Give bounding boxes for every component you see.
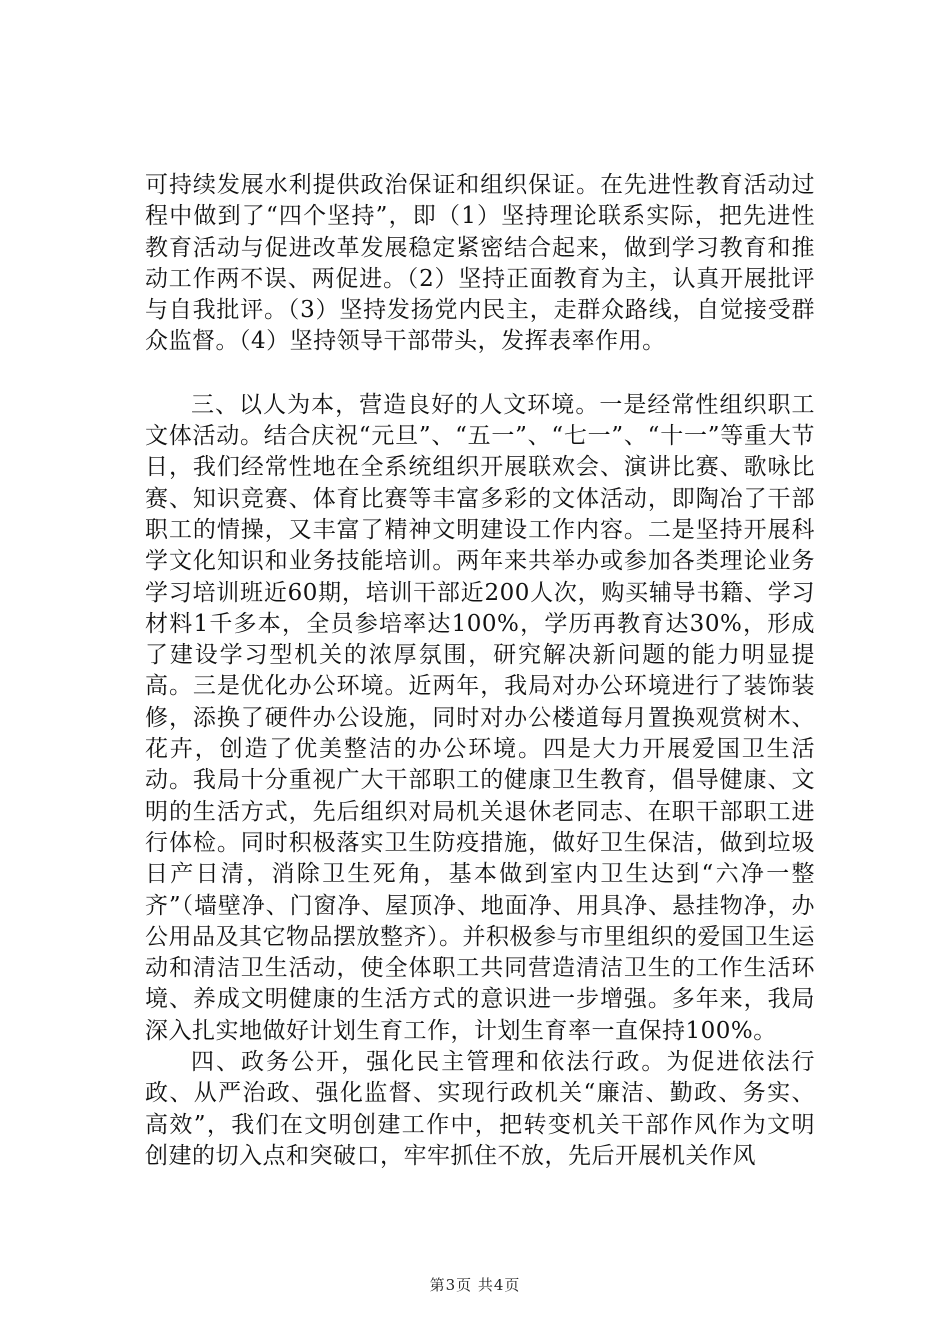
document-body — [145, 170, 815, 1172]
paragraph-continuation: 可持续发展水利提供政治保证和组织保证。在先进性教育活动过程中做到了“四个坚持”，即（1）坚持理论联系实际，把先进性教育活动与促进改革发展稳定紧密结合起来，做到学习教育和推动工作两不误、两促进。（2）坚持正面教育为主，认真开展批评与自我批评。（3）坚持发扬党内民主，走群众路线，自觉接受群众监督。（4）坚持领导干部带头，发挥表率作用。 — [145, 172, 815, 355]
page-footer: 第3页 共4页 — [429, 1276, 521, 1294]
paragraph-section-three: 三、以人为本，营造良好的人文环境。一是经常性组织职工文体活动。结合庆祝“元旦”、“五一”、“七一”、“十一”等重大节日，我们经常性地在全系统组织开展联欢会、演讲比赛、歌咏比赛、知识竞赛、体育比赛等丰富多彩的文体活动，即陶冶了干部职工的情操，又丰富了精神文明建设工作内容。二是坚持开展科学文化知识和业务技能培训。两年来共举办或参加各类理论业务学习培训班近60期，培训干部近200人次，购买辅导书籍、学习材料1千多本，全员参培率达100%，学历再教育达30%，形成了建设学习型机关的浓厚氛围，研究解决新问题的能力明显提高。三是优化办公环境。近两年，我局对办公环境进行了装饰装修，添换了硬件办公设施，同时对办公楼道每月置换观赏树木、花卉，创造了优美整洁的办公环境。四是大力开展爱国卫生活动。我局十分重视广大干部职工的健康卫生教育，倡导健康、文明的生活方式，先后组织对局机关退休老同志、在职干部职工进行体检。同时积极落实卫生防疫措施，做好卫生保洁，做到垃圾日产日清，消除卫生死角，基本做到室内卫生达到“六净一整齐”（墙壁净、门窗净、屋顶净、地面净、用具净、悬挂物净，办公用品及其它物品摆放整齐）。并积极参与市里组织的爱国卫生运动和清洁卫生活动，使全体职工共同营造清洁卫生的工作生活环境、养成文明健康的生活方式的意识进一步增强。多年来，我局深入扎实地做好计划生育工作，计划生育率一直保持100%。 — [145, 391, 815, 1044]
paragraph-spacer — [145, 358, 815, 390]
paragraph-section-four: 四、政务公开，强化民主管理和依法行政。为促进依法行政、从严治政、强化监督、实现行政机关“廉洁、勤政、务实、高效”，我们在文明创建工作中，把转变机关干部作风作为文明创建的切入点和突破口，牢牢抓住不放，先后开展机关作风 — [145, 1049, 815, 1169]
